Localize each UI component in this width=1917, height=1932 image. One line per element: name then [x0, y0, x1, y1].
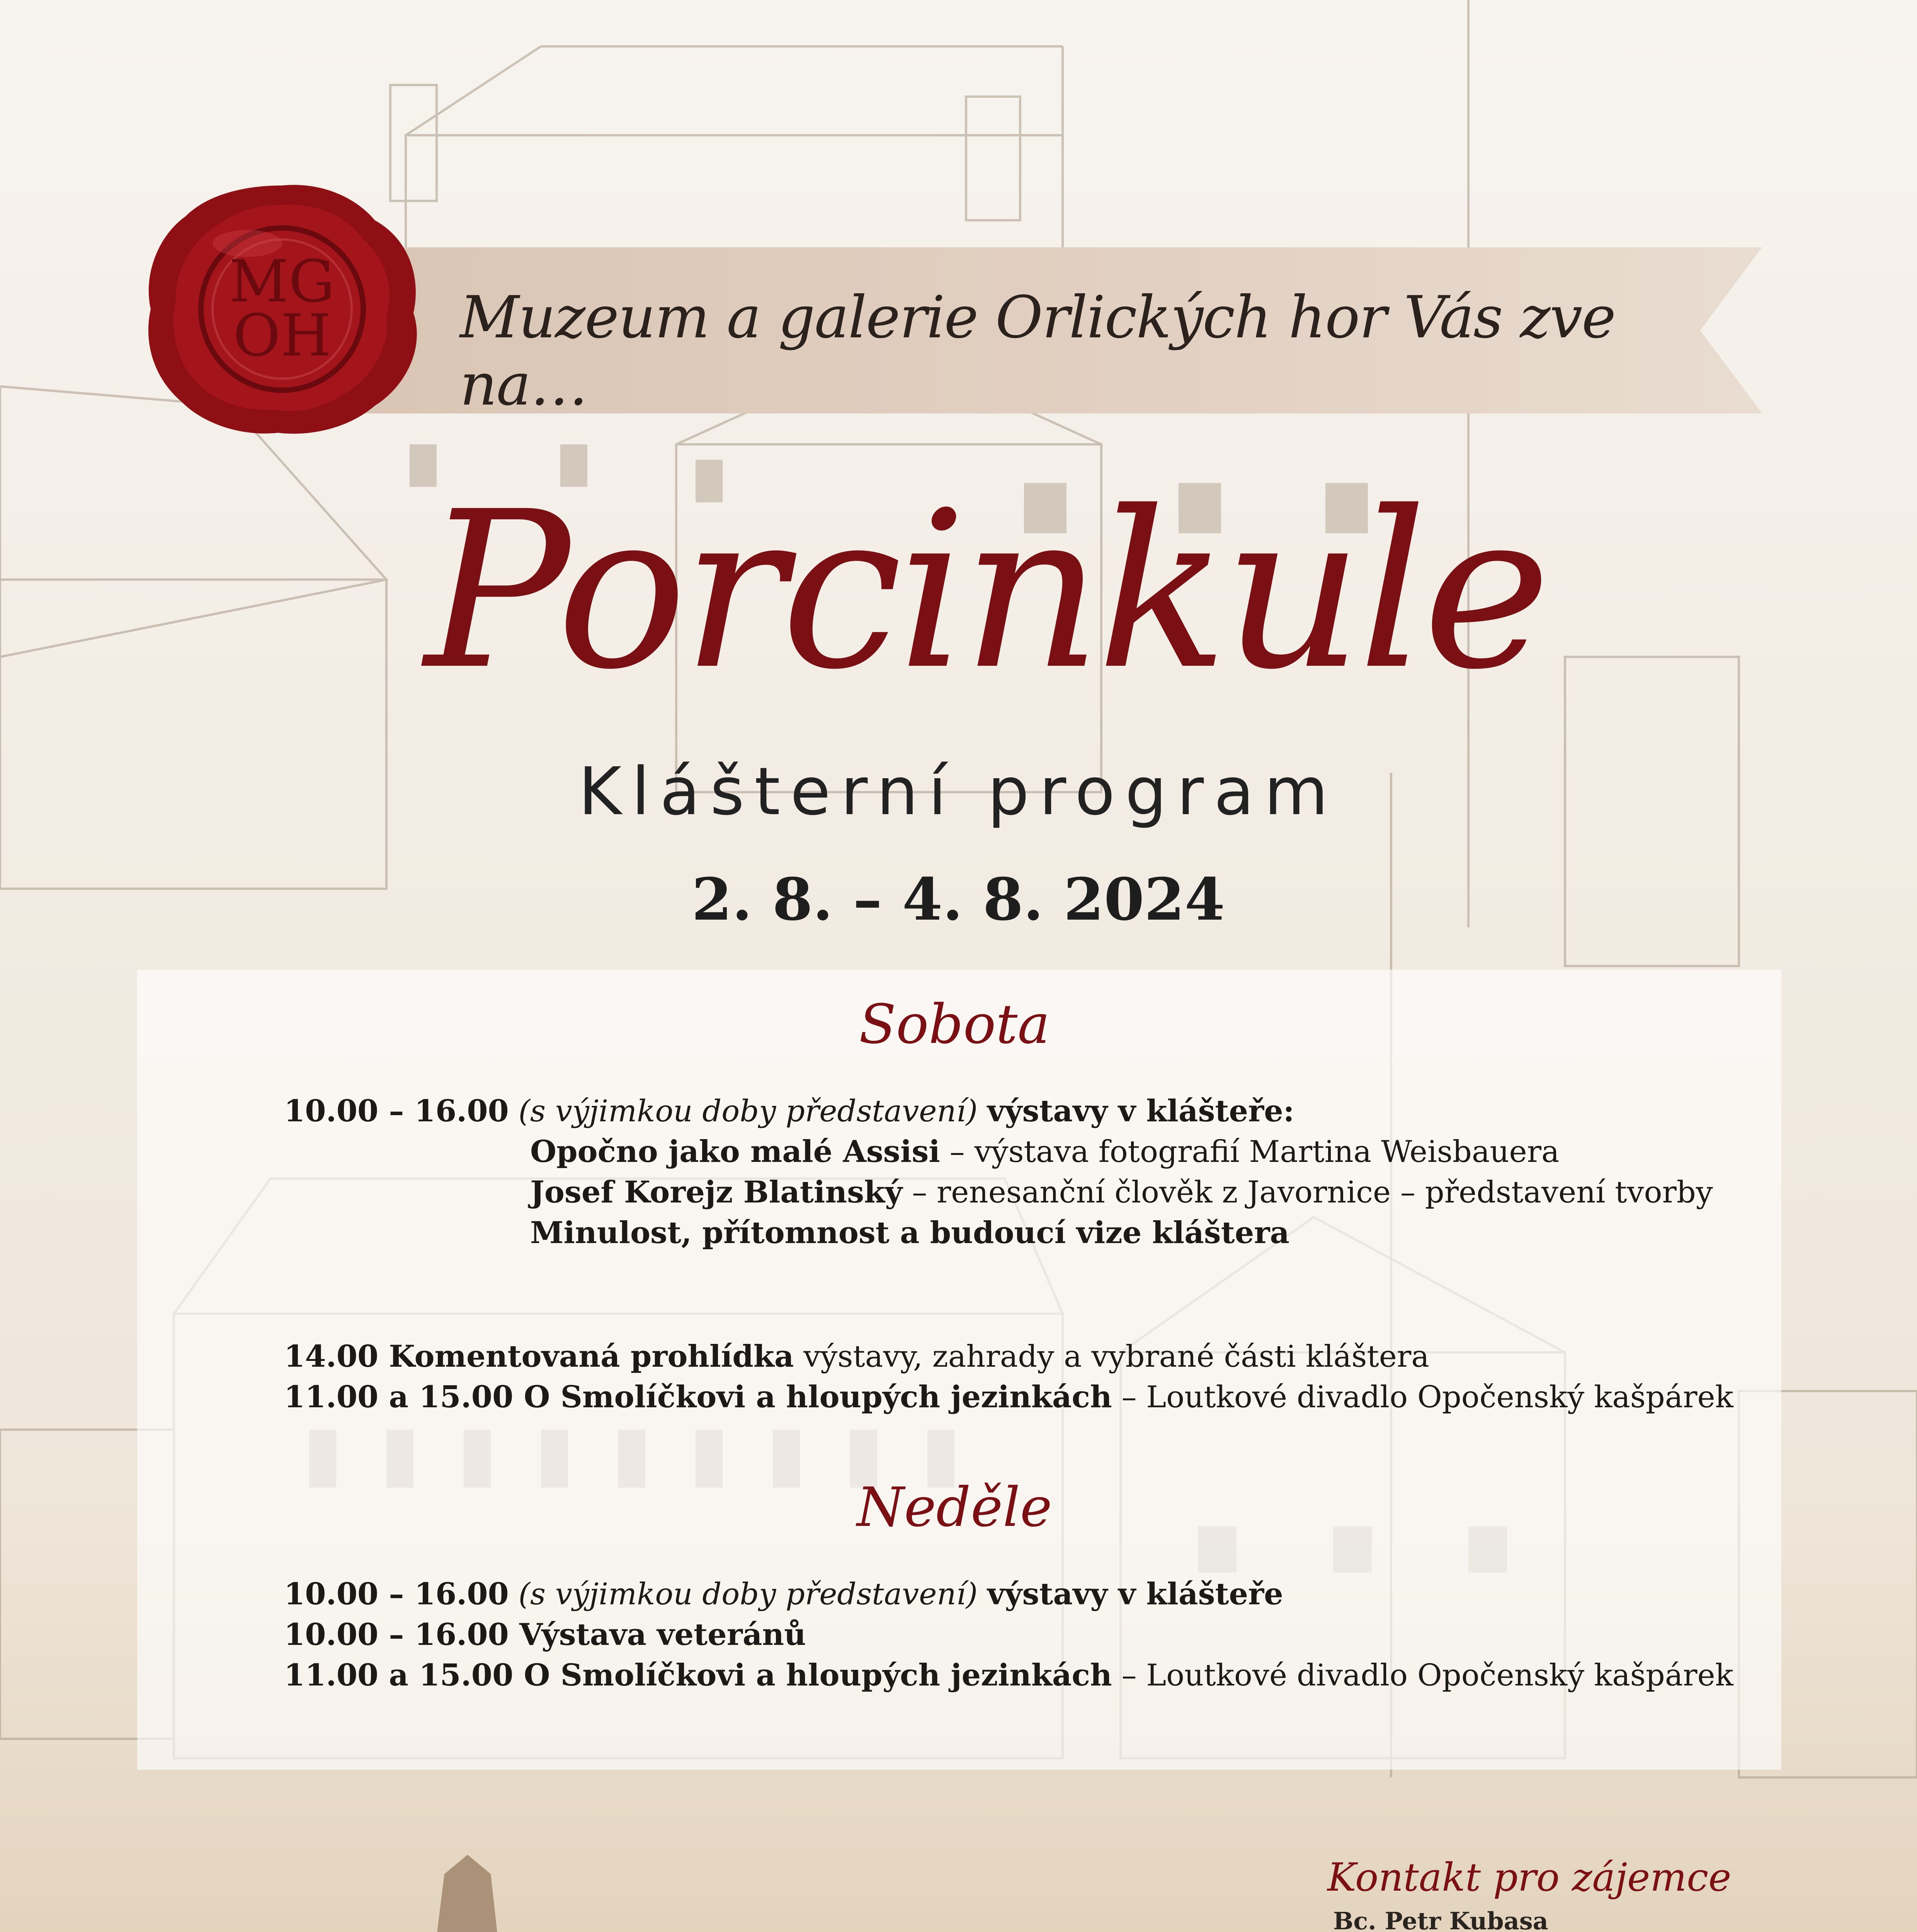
saturday-heading: Sobota: [859, 993, 1050, 1056]
sunday-text-1: výstavy v klášteře: [987, 1577, 1283, 1612]
sunday-time-1: 10.00 – 16.00: [284, 1577, 509, 1612]
sunday-heading: Neděle: [857, 1476, 1052, 1539]
contact-heading: Kontakt pro zájemce: [1327, 1855, 1732, 1900]
saturday-line-4: [530, 1215, 1917, 1250]
invite-text: Muzeum a galerie Orlických hor Vás zve na…: [460, 284, 1615, 418]
event-subtitle: Klášterní program: [578, 753, 1339, 830]
guided-tour-desc: výstavy, zahrady a vybrané části kláštera: [794, 1339, 1429, 1374]
wax-seal-logo: [139, 178, 425, 440]
event-title: Porcinkule: [424, 465, 1546, 717]
veterans-show: 10.00 – 16.00 Výstava veteránů: [284, 1617, 806, 1652]
saturday-time-1: 10.00 – 16.00: [284, 1094, 509, 1129]
sunday-line-2: [284, 1617, 1791, 1652]
saturday-line-1: [284, 1094, 1791, 1129]
saturday-line-5: [284, 1339, 1791, 1374]
puppet-show-sat-desc: – Loutkové divadlo Opočenský kašpárek: [1112, 1380, 1733, 1415]
exhibition-assisi-desc: – výstava fotografií Martina Weisbauera: [940, 1134, 1560, 1169]
exhibition-korejz: Josef Korejz Blatinský: [530, 1175, 903, 1210]
exhibition-assisi: Opočno jako malé Assisi: [530, 1134, 940, 1169]
puppet-show-sun: 11.00 a 15.00 O Smolíčkovi a hloupých jezinkách: [284, 1658, 1112, 1693]
saturday-line-2: [530, 1134, 1917, 1169]
exhibition-vision: Minulost, přítomnost a budoucí vize kláštera: [530, 1215, 1289, 1250]
exhibition-korejz-desc: – renesanční člověk z Javornice – představení tvorby: [902, 1175, 1713, 1210]
puppet-show-sat: 11.00 a 15.00 O Smolíčkovi a hloupých jezinkách: [284, 1379, 1112, 1415]
puppet-show-sun-desc: – Loutkové divadlo Opočenský kašpárek: [1112, 1658, 1733, 1693]
saturday-text-1: výstavy v klášteře:: [987, 1094, 1294, 1129]
contact-name: Bc. Petr Kubasa: [1333, 1907, 1548, 1932]
sunday-line-3: [284, 1658, 1791, 1693]
event-dates: 2. 8. – 4. 8. 2024: [692, 866, 1225, 934]
svg-text:OH: OH: [233, 302, 331, 369]
saturday-line-3: [530, 1175, 1917, 1210]
saturday-note-1: (s výjimkou doby představení): [518, 1094, 978, 1129]
guided-tour: 14.00 Komentovaná prohlídka: [284, 1339, 794, 1374]
saturday-line-6: [284, 1379, 1791, 1415]
sunday-line-1: [284, 1577, 1791, 1612]
sunday-note-1: (s výjimkou doby představení): [518, 1577, 978, 1612]
svg-text:MG: MG: [229, 248, 335, 315]
